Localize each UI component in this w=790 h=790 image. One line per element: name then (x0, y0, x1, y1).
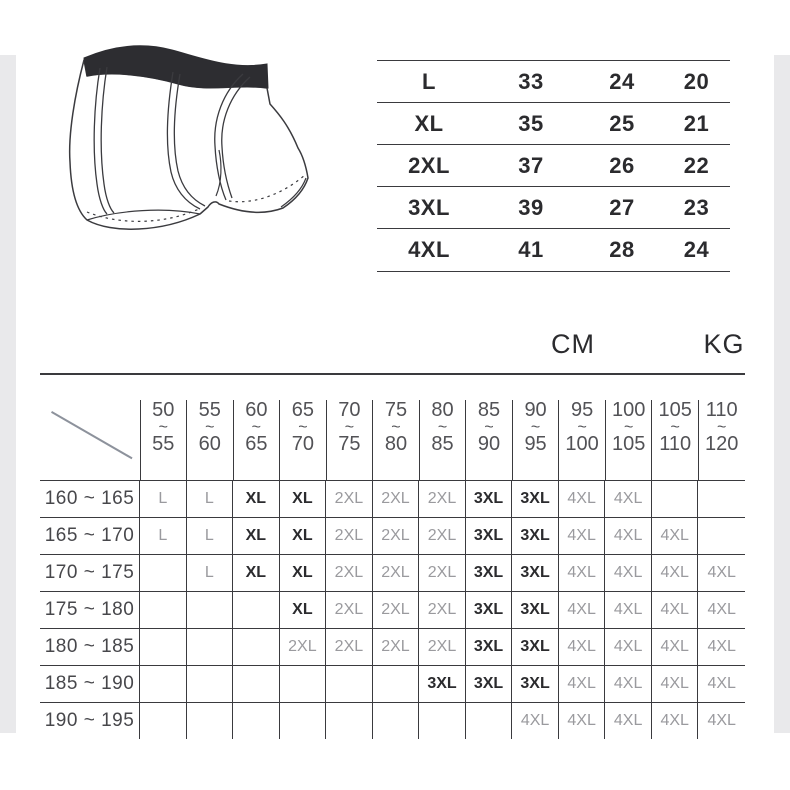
size-cell (605, 703, 652, 739)
measurement-size-label: 2XL (408, 152, 450, 178)
size-value: 4XL (707, 712, 736, 729)
size-value: 2XL (334, 527, 364, 544)
size-value: 4XL (660, 564, 689, 581)
matrix-row (40, 702, 745, 739)
size-cell (326, 703, 373, 739)
size-value: 3XL (520, 490, 550, 507)
size-value: 2XL (334, 601, 364, 618)
size-value: 3XL (473, 601, 504, 618)
size-value: 2XL (381, 601, 410, 618)
size-cell (559, 555, 606, 591)
size-value: 2XL (381, 527, 410, 544)
measurement-row (377, 144, 730, 186)
size-cell (326, 518, 373, 554)
size-value: 4XL (707, 675, 736, 692)
measurement-value: 23 (683, 194, 710, 220)
tilde: ~ (670, 419, 680, 436)
weight-to: 120 (705, 433, 739, 455)
matrix-row (40, 554, 745, 591)
size-value: 4XL (567, 564, 596, 581)
size-value: L (204, 490, 214, 507)
size-value: 2XL (334, 564, 364, 581)
size-cell (233, 555, 280, 591)
size-cell (326, 481, 373, 517)
measurement-value: 27 (609, 194, 635, 220)
measurement-value: 33 (518, 68, 544, 94)
weight-to: 105 (611, 433, 646, 455)
measurement-row (377, 102, 730, 144)
size-cell (698, 629, 745, 665)
size-value: 2XL (288, 638, 317, 655)
size-value: L (158, 490, 168, 507)
size-cell (419, 481, 466, 517)
unit-label-cm: CM (551, 329, 595, 359)
matrix-corner-cell (40, 375, 140, 480)
weight-from: 70 (338, 399, 361, 421)
size-value: 2XL (381, 638, 410, 655)
measurement-value: 20 (683, 68, 710, 94)
size-cell (698, 555, 745, 591)
measurement-value: 25 (609, 110, 635, 136)
size-cell (326, 629, 373, 665)
size-cell (233, 592, 280, 628)
size-cell (280, 666, 327, 702)
size-value: XL (245, 527, 267, 544)
right-margin-panel (774, 55, 790, 733)
size-cell (559, 592, 606, 628)
size-cell (652, 518, 699, 554)
size-cell (373, 518, 420, 554)
size-value: 3XL (473, 564, 504, 581)
size-cell (652, 481, 699, 517)
size-value: XL (292, 564, 313, 581)
size-cell (512, 481, 559, 517)
weight-range-header (326, 375, 373, 480)
size-cell (605, 629, 652, 665)
tilde: ~ (205, 419, 215, 436)
size-value: XL (245, 564, 267, 581)
weight-to: 100 (565, 433, 599, 455)
size-cell (559, 481, 606, 517)
measurement-value: 39 (518, 194, 544, 220)
tilde: ~ (577, 419, 587, 436)
height-range-label (40, 666, 140, 702)
size-cell (466, 555, 513, 591)
measurement-size-label: XL (414, 110, 444, 136)
size-cell (698, 481, 745, 517)
size-value: 2XL (427, 601, 457, 618)
size-value: 3XL (473, 527, 504, 544)
height-range-label (40, 703, 140, 739)
size-cell (187, 555, 234, 591)
measurement-value: 24 (683, 237, 710, 262)
weight-from: 60 (245, 399, 268, 421)
size-cell (187, 666, 234, 702)
size-value: 4XL (567, 638, 596, 655)
weight-to: 65 (245, 433, 268, 455)
size-cell (187, 629, 234, 665)
size-cell (140, 629, 187, 665)
size-cell (280, 703, 327, 739)
size-value: 3XL (520, 638, 550, 655)
matrix-row (40, 665, 745, 702)
matrix-row (40, 591, 745, 628)
size-cell (373, 555, 420, 591)
size-cell (233, 703, 280, 739)
size-cell (373, 592, 420, 628)
size-cell (233, 518, 280, 554)
size-value: XL (245, 490, 267, 507)
size-cell (512, 666, 559, 702)
size-value: 2XL (427, 564, 457, 581)
tilde: ~ (623, 419, 634, 436)
measurement-row (377, 228, 730, 272)
size-cell (466, 703, 513, 739)
size-measurement-table (377, 60, 730, 272)
size-cell (652, 592, 699, 628)
measurement-size-label: 4XL (408, 237, 450, 262)
weight-to: 95 (524, 433, 547, 455)
size-value: XL (292, 601, 313, 618)
size-value: 3XL (520, 601, 550, 618)
weight-to: 70 (291, 433, 314, 455)
size-value: 4XL (613, 490, 643, 507)
measurement-value: 41 (518, 237, 544, 262)
matrix-row (40, 517, 745, 554)
size-cell (466, 592, 513, 628)
size-cell (280, 518, 327, 554)
size-value: 4XL (660, 601, 689, 618)
size-cell (419, 703, 466, 739)
tilde: ~ (158, 419, 168, 436)
height-range-label (40, 555, 140, 591)
size-value: 4XL (613, 564, 643, 581)
matrix-row (40, 480, 745, 517)
boxer-briefs-drawing (66, 44, 328, 234)
size-value: L (204, 564, 214, 581)
size-value: 4XL (613, 675, 643, 692)
tilde: ~ (530, 419, 541, 436)
size-cell (326, 592, 373, 628)
height-range-text: 190 ~ 195 (44, 710, 135, 731)
height-range-label (40, 518, 140, 554)
size-cell (280, 481, 327, 517)
measurement-value: 24 (609, 68, 635, 94)
weight-range-header (652, 375, 699, 480)
weight-range-header (187, 375, 234, 480)
size-cell (605, 666, 652, 702)
unit-label-kg: KG (703, 329, 745, 359)
size-cell (419, 666, 466, 702)
size-value: 2XL (334, 638, 364, 655)
height-range-text: 170 ~ 175 (44, 562, 135, 583)
height-range-label (40, 592, 140, 628)
size-cell (512, 592, 559, 628)
size-cell (466, 481, 513, 517)
size-cell (419, 555, 466, 591)
weight-from: 90 (524, 399, 547, 421)
tilde: ~ (391, 419, 401, 436)
weight-from: 95 (570, 399, 594, 421)
size-cell (140, 666, 187, 702)
measurement-value: 37 (518, 152, 544, 178)
size-value: 3XL (473, 490, 504, 507)
measurement-size-label: 3XL (408, 194, 450, 220)
weight-to: 75 (338, 433, 361, 455)
tilde: ~ (251, 419, 261, 436)
weight-range-header (373, 375, 420, 480)
weight-from: 85 (477, 399, 501, 421)
size-cell (419, 629, 466, 665)
size-value: 2XL (381, 564, 410, 581)
weight-from: 75 (384, 399, 408, 421)
size-cell (652, 629, 699, 665)
weight-from: 105 (658, 399, 692, 421)
measurement-value: 28 (609, 237, 635, 262)
size-value: 4XL (567, 601, 596, 618)
weight-to: 90 (477, 433, 501, 455)
size-value: 4XL (613, 712, 643, 729)
weight-from: 80 (431, 399, 454, 421)
size-cell (512, 518, 559, 554)
size-cell (605, 481, 652, 517)
size-cell (512, 703, 559, 739)
size-value: 3XL (473, 675, 504, 692)
matrix-header-row (40, 375, 745, 480)
size-cell (419, 518, 466, 554)
height-weight-size-matrix (40, 373, 745, 739)
size-value: 4XL (660, 712, 689, 729)
size-cell (698, 666, 745, 702)
tilde: ~ (437, 419, 448, 436)
size-cell (559, 629, 606, 665)
size-value: 3XL (520, 675, 550, 692)
size-cell (652, 555, 699, 591)
size-cell (652, 666, 699, 702)
size-cell (140, 592, 187, 628)
size-value: 4XL (567, 527, 596, 544)
size-value: 3XL (520, 527, 550, 544)
left-margin-panel (0, 55, 16, 733)
size-cell (373, 481, 420, 517)
measurement-size-label: L (422, 68, 436, 94)
size-cell (373, 629, 420, 665)
size-cell (605, 518, 652, 554)
size-value: 4XL (520, 712, 550, 729)
weight-range-header (233, 375, 280, 480)
weight-from: 50 (152, 399, 175, 421)
size-value: 4XL (660, 638, 689, 655)
size-cell (140, 481, 187, 517)
size-value: 4XL (660, 527, 689, 544)
size-cell (140, 703, 187, 739)
size-cell (419, 592, 466, 628)
measurement-value: 35 (518, 110, 544, 136)
tilde: ~ (298, 419, 308, 436)
height-range-text: 185 ~ 190 (44, 673, 135, 694)
size-cell (187, 481, 234, 517)
measurement-value: 22 (683, 152, 710, 178)
size-value: 4XL (660, 675, 689, 692)
weight-range-header (280, 375, 327, 480)
weight-to: 60 (198, 433, 221, 455)
size-cell (559, 703, 606, 739)
measurement-value: 21 (683, 110, 710, 136)
size-value: 4XL (707, 601, 736, 618)
size-cell (140, 518, 187, 554)
size-cell (280, 592, 327, 628)
size-value: 4XL (567, 490, 596, 507)
measurement-row (377, 60, 730, 102)
size-cell (373, 703, 420, 739)
height-range-text: 165 ~ 170 (44, 525, 135, 546)
height-range-label (40, 629, 140, 665)
size-value: 4XL (613, 638, 643, 655)
weight-range-header (419, 375, 466, 480)
size-cell (605, 555, 652, 591)
size-cell (140, 555, 187, 591)
size-value: 4XL (567, 675, 596, 692)
size-cell (280, 555, 327, 591)
diagonal-divider (51, 411, 132, 459)
matrix-row (40, 628, 745, 665)
tilde: ~ (717, 419, 727, 436)
size-cell (605, 592, 652, 628)
size-cell (559, 518, 606, 554)
size-value: XL (292, 490, 313, 507)
size-cell (466, 666, 513, 702)
size-value: 3XL (427, 675, 457, 692)
size-value: 4XL (613, 601, 643, 618)
height-range-label (40, 481, 140, 517)
measurement-value: 26 (609, 152, 635, 178)
weight-range-header (605, 375, 652, 480)
size-value: L (158, 527, 168, 544)
size-cell (233, 666, 280, 702)
size-value: 4XL (613, 527, 643, 544)
boxer-briefs-illustration (66, 44, 328, 234)
size-cell (326, 555, 373, 591)
size-cell (466, 629, 513, 665)
size-cell (512, 629, 559, 665)
size-cell (512, 555, 559, 591)
tilde: ~ (344, 419, 355, 436)
size-value: 4XL (707, 638, 736, 655)
size-value: 2XL (427, 490, 457, 507)
size-value: 3XL (520, 564, 550, 581)
height-range-text: 180 ~ 185 (44, 636, 135, 657)
size-value: 2XL (427, 527, 457, 544)
size-cell (233, 481, 280, 517)
size-value: XL (292, 527, 313, 544)
size-cell (187, 703, 234, 739)
size-cell (698, 703, 745, 739)
weight-to: 85 (431, 433, 454, 455)
size-value: 2XL (334, 490, 364, 507)
size-value: 2XL (427, 638, 457, 655)
weight-range-header (698, 375, 745, 480)
size-value: 4XL (707, 564, 736, 581)
size-cell (652, 703, 699, 739)
weight-to: 80 (384, 433, 408, 455)
size-cell (187, 518, 234, 554)
size-cell (698, 518, 745, 554)
size-cell (698, 592, 745, 628)
size-cell (559, 666, 606, 702)
weight-range-header (559, 375, 606, 480)
height-range-text: 175 ~ 180 (44, 599, 135, 620)
weight-range-header (512, 375, 559, 480)
size-cell (466, 518, 513, 554)
weight-range-header (140, 375, 187, 480)
size-value: 4XL (567, 712, 596, 729)
size-cell (280, 629, 327, 665)
weight-from: 65 (291, 399, 314, 421)
size-cell (326, 666, 373, 702)
tilde: ~ (484, 419, 494, 436)
size-value: 2XL (381, 490, 410, 507)
measurement-row (377, 186, 730, 228)
weight-from: 110 (705, 399, 738, 421)
height-range-text: 160 ~ 165 (44, 488, 135, 509)
size-value: 3XL (473, 638, 504, 655)
weight-from: 100 (611, 399, 646, 421)
weight-to: 110 (659, 433, 692, 455)
size-cell (187, 592, 234, 628)
weight-to: 55 (152, 433, 175, 455)
size-cell (373, 666, 420, 702)
size-cell (233, 629, 280, 665)
weight-from: 55 (198, 399, 221, 421)
size-value: L (204, 527, 214, 544)
weight-range-header (466, 375, 513, 480)
